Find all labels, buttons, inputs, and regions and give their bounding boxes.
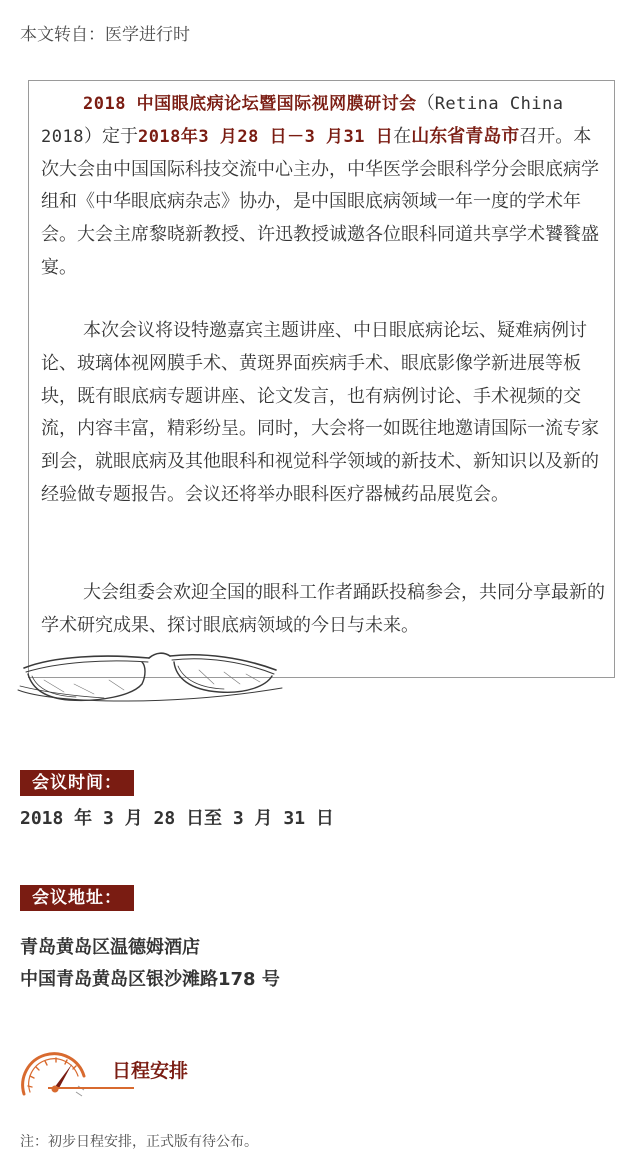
venue-name: 青岛黄岛区温德姆酒店 [20,937,200,958]
glasses-sketch-icon [14,646,286,708]
intro-paragraph-1 [41,88,607,285]
intro-paragraph-3 [41,577,607,643]
schedule-underline [48,1087,134,1089]
intro-paragraph-2-text: 本次会议将设特邀嘉宾主题讲座、中日眼底病论坛、疑难病例讨论、玻璃体视网膜手术、黄斑界面疾病手术、眼底影像学新进展等板块，既有眼底病专题讲座、论文发言，也有病例讨论、手术视频的交流，内容丰富，精彩纷呈。同时，大会将一如既往地邀请国际一流专家到会，就眼底病及其他眼科和视觉科学领域的新技术、新知识以及新的经验做专题报告。会议还将举办眼科医疗器械药品展览会。 [41,320,599,505]
intro-paragraph-3-text: 大会组委会欢迎全国的眼科工作者踊跃投稿参会，共同分享最新的学术研究成果、探讨眼底病领域的今日与未来。 [41,582,605,636]
source-line: 本文转自：医学进行时 [20,25,190,45]
at-word: 在 [393,125,412,147]
schedule-title: 日程安排 [112,1060,189,1082]
meeting-time-value: 2018 年 3 月 28 日至 3 月 31 日 [20,808,334,829]
intro-rest: 召开。本次大会由中国国际科技交流中心主办，中华医学会眼科学分会眼底病学组和《中华眼底病杂志》协办，是中国眼底病领域一年一度的学术年会。大会主席黎晓新教授、许迅教授诚邀各位眼科同道共享学术饕餮盛宴。 [41,125,599,278]
english-name: Retina China 2018 [41,94,564,147]
event-dates: 2018年3 月28 日－3 月31 日 [137,126,394,147]
meeting-venue-label: 会议地址： [20,885,134,911]
paren-open: （ [416,93,435,114]
schedule-note: 注：初步日程安排，正式版有待公布。 [20,1134,258,1150]
paren-close: ）定于 [83,125,138,147]
meeting-time-label: 会议时间： [20,770,134,796]
venue-address: 中国青岛黄岛区银沙滩路178 号 [20,969,280,990]
event-name: 2018 中国眼底病论坛暨国际视网膜研讨会 [83,94,417,114]
speedometer-icon [18,1046,90,1100]
intro-paragraph-2 [41,315,607,512]
event-location: 山东省青岛市 [411,125,520,147]
